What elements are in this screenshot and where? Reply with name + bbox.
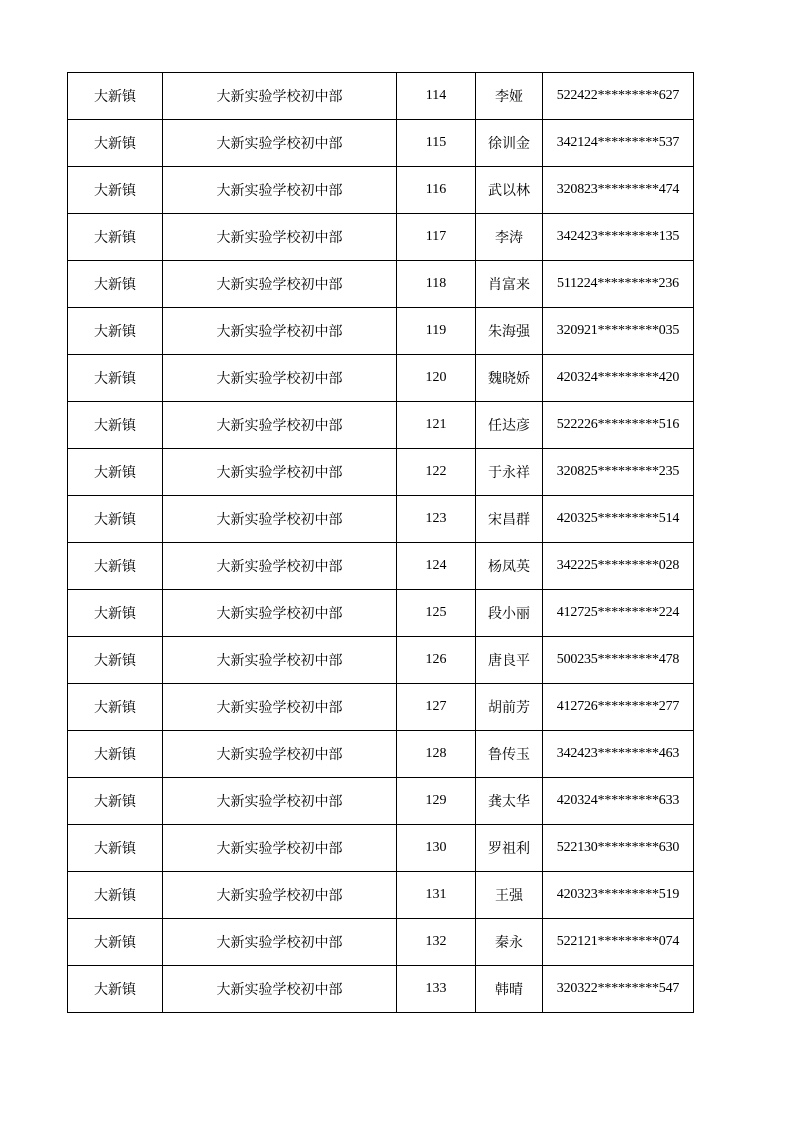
name-cell: 徐训金: [476, 120, 543, 167]
table-row: [68, 449, 694, 496]
town-cell: 大新镇: [68, 449, 163, 496]
school-cell: 大新实验学校初中部: [163, 402, 397, 449]
town-cell: 大新镇: [68, 73, 163, 120]
table-row: [68, 684, 694, 731]
number-cell: 124: [397, 543, 476, 590]
number-cell: 117: [397, 214, 476, 261]
town-cell: 大新镇: [68, 496, 163, 543]
school-cell: 大新实验学校初中部: [163, 731, 397, 778]
school-cell: 大新实验学校初中部: [163, 261, 397, 308]
town-cell: 大新镇: [68, 214, 163, 261]
town-cell: 大新镇: [68, 590, 163, 637]
number-cell: 116: [397, 167, 476, 214]
town-cell: 大新镇: [68, 120, 163, 167]
table-row: [68, 825, 694, 872]
id-number-cell: 522130*********630: [543, 825, 694, 872]
number-cell: 120: [397, 355, 476, 402]
school-cell: 大新实验学校初中部: [163, 449, 397, 496]
town-cell: 大新镇: [68, 919, 163, 966]
number-cell: 127: [397, 684, 476, 731]
id-number-cell: 522121*********074: [543, 919, 694, 966]
school-cell: 大新实验学校初中部: [163, 590, 397, 637]
name-cell: 武以林: [476, 167, 543, 214]
school-cell: 大新实验学校初中部: [163, 543, 397, 590]
id-number-cell: 412725*********224: [543, 590, 694, 637]
table-row: [68, 496, 694, 543]
table-row: [68, 872, 694, 919]
number-cell: 128: [397, 731, 476, 778]
name-cell: 罗祖利: [476, 825, 543, 872]
school-cell: 大新实验学校初中部: [163, 966, 397, 1013]
number-cell: 133: [397, 966, 476, 1013]
school-cell: 大新实验学校初中部: [163, 308, 397, 355]
name-cell: 杨凤英: [476, 543, 543, 590]
id-number-cell: 412726*********277: [543, 684, 694, 731]
table-row: [68, 308, 694, 355]
table-row: [68, 261, 694, 308]
number-cell: 121: [397, 402, 476, 449]
id-number-cell: 320825*********235: [543, 449, 694, 496]
number-cell: 130: [397, 825, 476, 872]
id-number-cell: 320823*********474: [543, 167, 694, 214]
table-row: [68, 543, 694, 590]
number-cell: 129: [397, 778, 476, 825]
town-cell: 大新镇: [68, 167, 163, 214]
town-cell: 大新镇: [68, 966, 163, 1013]
name-cell: 鲁传玉: [476, 731, 543, 778]
school-cell: 大新实验学校初中部: [163, 120, 397, 167]
school-cell: 大新实验学校初中部: [163, 919, 397, 966]
school-cell: 大新实验学校初中部: [163, 73, 397, 120]
number-cell: 126: [397, 637, 476, 684]
number-cell: 122: [397, 449, 476, 496]
table-row: [68, 590, 694, 637]
id-number-cell: 320322*********547: [543, 966, 694, 1013]
name-cell: 韩晴: [476, 966, 543, 1013]
id-number-cell: 320921*********035: [543, 308, 694, 355]
school-cell: 大新实验学校初中部: [163, 778, 397, 825]
table-row: [68, 919, 694, 966]
table-row: [68, 637, 694, 684]
table-row: [68, 355, 694, 402]
id-number-cell: 420323*********519: [543, 872, 694, 919]
town-cell: 大新镇: [68, 637, 163, 684]
table-row: [68, 120, 694, 167]
town-cell: 大新镇: [68, 543, 163, 590]
town-cell: 大新镇: [68, 261, 163, 308]
school-cell: 大新实验学校初中部: [163, 825, 397, 872]
name-cell: 于永祥: [476, 449, 543, 496]
name-cell: 朱海强: [476, 308, 543, 355]
name-cell: 李涛: [476, 214, 543, 261]
table-row: [68, 214, 694, 261]
id-number-cell: 500235*********478: [543, 637, 694, 684]
school-cell: 大新实验学校初中部: [163, 684, 397, 731]
id-number-cell: 420324*********633: [543, 778, 694, 825]
town-cell: 大新镇: [68, 355, 163, 402]
number-cell: 118: [397, 261, 476, 308]
number-cell: 115: [397, 120, 476, 167]
id-number-cell: 342124*********537: [543, 120, 694, 167]
town-cell: 大新镇: [68, 308, 163, 355]
school-cell: 大新实验学校初中部: [163, 214, 397, 261]
id-number-cell: 420324*********420: [543, 355, 694, 402]
school-cell: 大新实验学校初中部: [163, 355, 397, 402]
table-row: [68, 778, 694, 825]
table-row: [68, 167, 694, 214]
name-cell: 李娅: [476, 73, 543, 120]
name-cell: 秦永: [476, 919, 543, 966]
name-cell: 肖富来: [476, 261, 543, 308]
roster-table: [67, 72, 694, 1013]
id-number-cell: 511224*********236: [543, 261, 694, 308]
table-row: [68, 966, 694, 1013]
town-cell: 大新镇: [68, 872, 163, 919]
name-cell: 魏晓娇: [476, 355, 543, 402]
name-cell: 段小丽: [476, 590, 543, 637]
table-row: [68, 731, 694, 778]
name-cell: 王强: [476, 872, 543, 919]
number-cell: 125: [397, 590, 476, 637]
school-cell: 大新实验学校初中部: [163, 637, 397, 684]
name-cell: 龚太华: [476, 778, 543, 825]
school-cell: 大新实验学校初中部: [163, 167, 397, 214]
id-number-cell: 420325*********514: [543, 496, 694, 543]
id-number-cell: 342423*********135: [543, 214, 694, 261]
id-number-cell: 522226*********516: [543, 402, 694, 449]
school-cell: 大新实验学校初中部: [163, 496, 397, 543]
name-cell: 唐良平: [476, 637, 543, 684]
name-cell: 宋昌群: [476, 496, 543, 543]
table-row: [68, 402, 694, 449]
town-cell: 大新镇: [68, 825, 163, 872]
id-number-cell: 342423*********463: [543, 731, 694, 778]
town-cell: 大新镇: [68, 778, 163, 825]
name-cell: 胡前芳: [476, 684, 543, 731]
school-cell: 大新实验学校初中部: [163, 872, 397, 919]
number-cell: 131: [397, 872, 476, 919]
town-cell: 大新镇: [68, 731, 163, 778]
id-number-cell: 522422*********627: [543, 73, 694, 120]
roster-table-body: [68, 73, 694, 1013]
number-cell: 114: [397, 73, 476, 120]
town-cell: 大新镇: [68, 684, 163, 731]
table-row: [68, 73, 694, 120]
number-cell: 119: [397, 308, 476, 355]
number-cell: 123: [397, 496, 476, 543]
number-cell: 132: [397, 919, 476, 966]
town-cell: 大新镇: [68, 402, 163, 449]
id-number-cell: 342225*********028: [543, 543, 694, 590]
name-cell: 任达彦: [476, 402, 543, 449]
